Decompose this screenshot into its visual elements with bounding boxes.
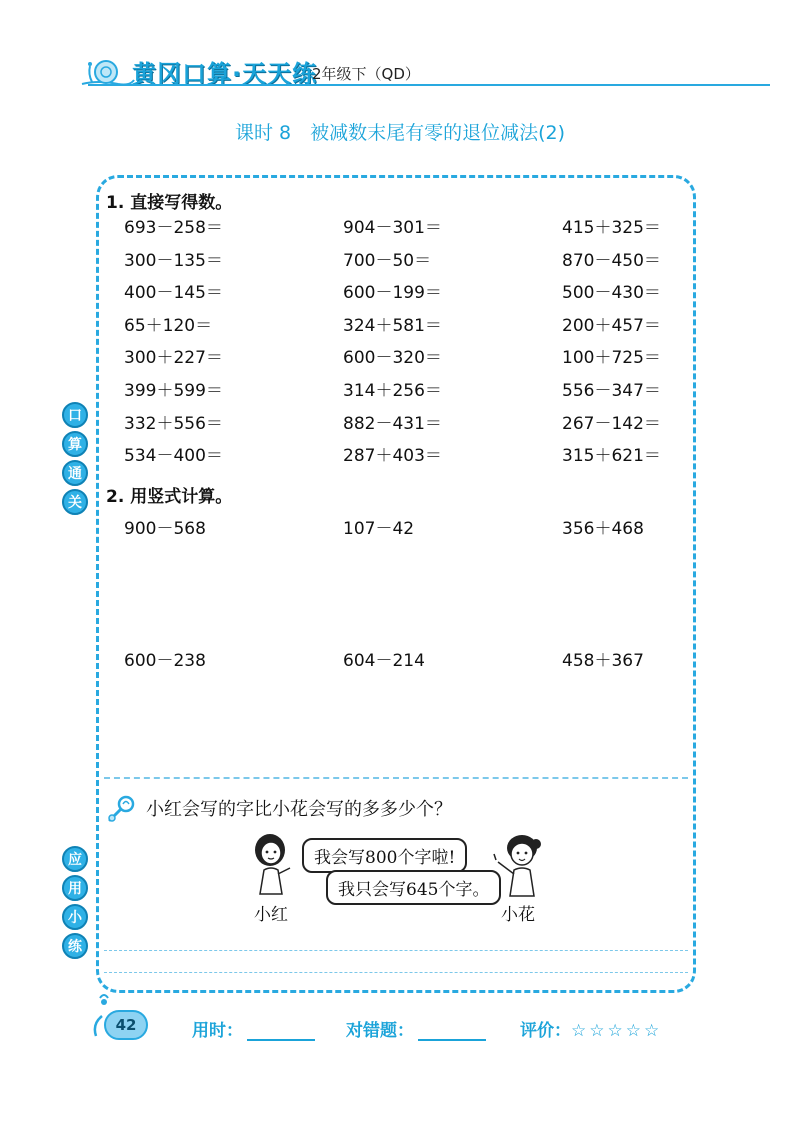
- problems-col-3: [562, 212, 762, 473]
- word-problem-question: 小红会写的字比小花会写的多多少个？: [146, 799, 452, 820]
- vertical-problem: 107－42: [343, 519, 415, 539]
- time-blank: [247, 1023, 315, 1041]
- name-xiaohua: 小花: [501, 905, 535, 925]
- brand-title: 黄冈口算·天天练: [132, 60, 318, 88]
- rating-label: 评价：: [520, 1021, 571, 1041]
- problem: 65＋120＝: [124, 315, 213, 336]
- vertical-problem: 900－568: [124, 519, 206, 539]
- rating-field: [520, 1016, 662, 1041]
- bulb-icon: [106, 794, 140, 824]
- time-label: 用时：: [192, 1021, 243, 1041]
- side-label-oral: [62, 402, 92, 518]
- section-divider: [104, 777, 688, 779]
- girl-xiaohong-icon: [248, 832, 296, 898]
- problem: 556－347＝: [562, 380, 661, 401]
- speech-bubble-xiaohong: 我会写800个字啦!: [302, 838, 467, 873]
- name-xiaohong: 小红: [254, 905, 288, 925]
- rating-stars-icon: ☆☆☆☆☆: [571, 1021, 663, 1041]
- problem: 534－400＝: [124, 446, 223, 467]
- errors-field: [346, 1016, 486, 1041]
- side-char: 口: [62, 402, 88, 428]
- page-number: 42: [104, 1010, 148, 1040]
- problem: 600－199＝: [343, 283, 442, 304]
- problem: 324＋581＝: [343, 315, 442, 336]
- problem: 693－258＝: [124, 218, 223, 238]
- problem: 315＋621＝: [562, 446, 661, 467]
- problem: 332＋556＝: [124, 413, 223, 434]
- problems-col-1: [124, 212, 324, 473]
- vertical-problem: 356＋468: [562, 519, 644, 539]
- problem: 400－145＝: [124, 283, 223, 304]
- problem: 700－50＝: [343, 250, 432, 271]
- vertical-problem: 604－214: [343, 651, 425, 671]
- side-char: 用: [62, 875, 88, 901]
- side-char: 应: [62, 846, 88, 872]
- problem: 600－320＝: [343, 348, 442, 369]
- side-char: 练: [62, 933, 88, 959]
- problem: 399＋599＝: [124, 380, 223, 401]
- problem: 287＋403＝: [343, 446, 442, 467]
- problem: 300＋227＝: [124, 348, 223, 369]
- vertical-problem: 600－238: [124, 651, 206, 671]
- problem: 200＋457＝: [562, 315, 661, 336]
- side-char: 关: [62, 489, 88, 515]
- problem: 300－135＝: [124, 250, 223, 271]
- side-char: 算: [62, 431, 88, 457]
- problem: 870－450＝: [562, 250, 661, 271]
- answer-line: [104, 950, 688, 951]
- header-rule: [88, 84, 770, 86]
- problem: 100＋725＝: [562, 348, 661, 369]
- answer-line: [104, 972, 688, 973]
- time-field: [192, 1016, 315, 1041]
- errors-blank: [418, 1023, 486, 1041]
- side-label-apply: [62, 846, 92, 962]
- problem: 882－431＝: [343, 413, 442, 434]
- problem: 314＋256＝: [343, 380, 442, 401]
- side-char: 小: [62, 904, 88, 930]
- speech-bubble-xiaohua: 我只会写645个字。: [326, 870, 501, 905]
- errors-label: 对错题：: [346, 1021, 414, 1041]
- problem: 904－301＝: [343, 218, 442, 238]
- problem: 415＋325＝: [562, 218, 661, 238]
- section1-title: 1. 直接写得数。: [106, 193, 233, 213]
- vertical-problem: 458＋367: [562, 651, 644, 671]
- problems-col-2: [343, 212, 543, 473]
- grade-tag: 2年级下（QD）: [312, 65, 420, 83]
- side-char: 通: [62, 460, 88, 486]
- problem: 267－142＝: [562, 413, 661, 434]
- section2-title: 2. 用竖式计算。: [106, 487, 233, 507]
- problem: 500－430＝: [562, 283, 661, 304]
- lesson-title: 课时 8 被减数末尾有零的退位减法(2): [234, 122, 566, 144]
